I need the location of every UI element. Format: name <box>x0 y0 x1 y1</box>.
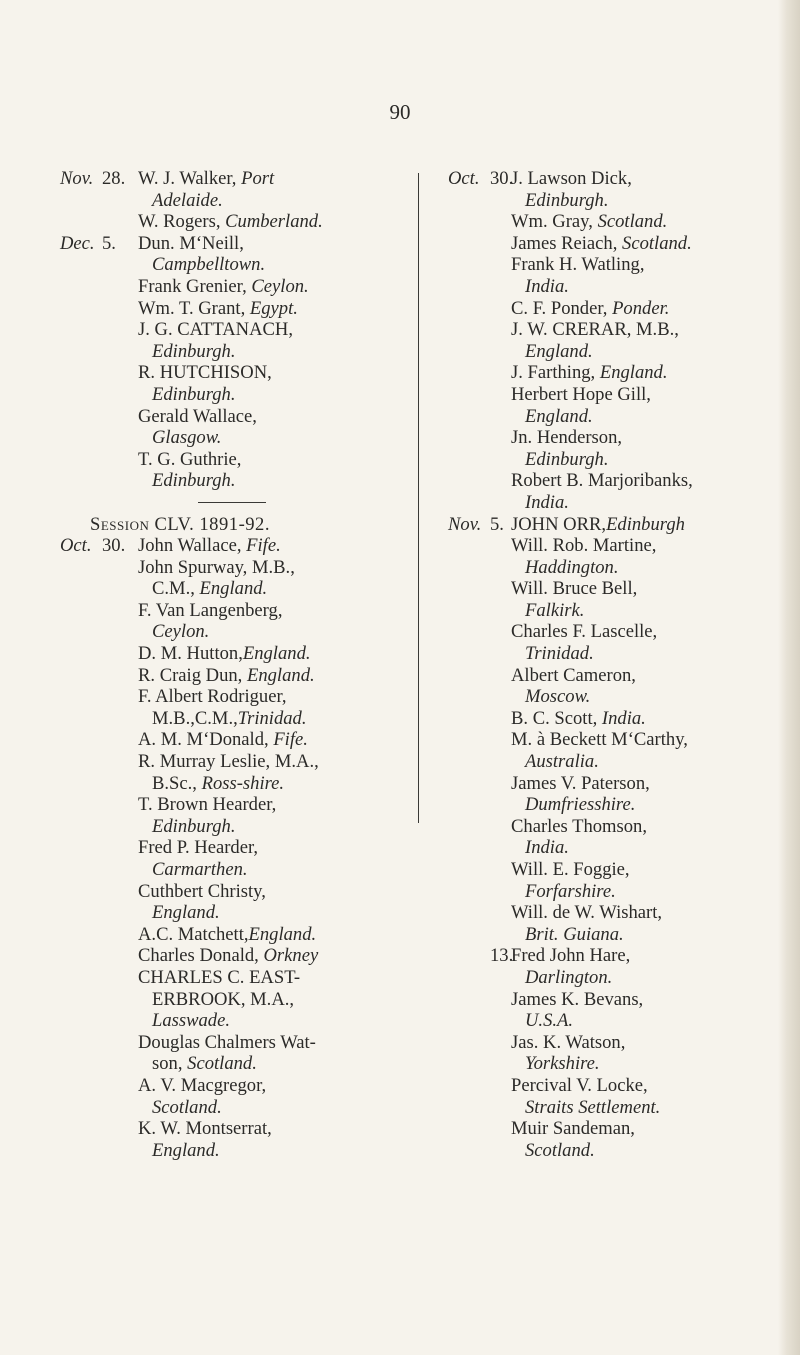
entry-continuation <box>448 276 748 298</box>
entry-name: D. M. Hutton, <box>138 643 243 665</box>
register-entry <box>60 643 360 665</box>
entry-place: England. <box>152 902 220 924</box>
entry-place: Egypt. <box>249 297 298 319</box>
entry-name: Herbert Hope Gill, <box>511 383 651 405</box>
entry-name: Albert Cameron, <box>511 664 636 686</box>
entry-place: England. <box>525 340 593 362</box>
entry-place: Carmarthen. <box>152 859 248 880</box>
rule-line <box>198 502 266 503</box>
entry-name: Wm. Gray, <box>511 211 598 233</box>
entry-place: Ross-shire. <box>201 772 285 794</box>
entry-continuation <box>60 859 360 881</box>
entry-continuation <box>448 794 748 816</box>
entry-continuation <box>60 190 360 212</box>
register-entry <box>448 470 748 492</box>
entry-name: Robert B. Marjoribanks, <box>511 470 693 492</box>
entry-name: W. J. Walker, <box>138 168 242 189</box>
entry-month: Oct. <box>448 168 480 189</box>
entry-place: U.S.A. <box>525 1010 574 1032</box>
register-entry <box>60 945 360 967</box>
entry-name: C. F. Ponder, <box>511 297 613 319</box>
entry-name: Charles Thomson, <box>511 815 648 837</box>
register-entry <box>60 168 360 190</box>
entry-continuation <box>448 881 748 903</box>
register-entry <box>448 1075 748 1097</box>
entry-name: K. W. Montserrat, <box>138 1118 272 1140</box>
entry-name: Dun. M‘Neill, <box>138 232 244 254</box>
entry-name: F. Albert Rodriguer, <box>138 686 287 708</box>
entry-place: Edinburgh. <box>152 470 236 492</box>
entry-place: Lasswade. <box>152 1010 231 1032</box>
entry-name: M. à Beckett M‘Carthy, <box>511 729 688 751</box>
register-entry <box>60 406 360 428</box>
entry-place: Edinburgh. <box>525 448 609 470</box>
entry-place: England. <box>248 923 317 945</box>
entry-continuation <box>60 1053 360 1075</box>
entry-name: Will. Rob. Martine, <box>511 535 657 557</box>
entry-continuation <box>60 1097 360 1119</box>
entry-place: India. <box>525 491 569 513</box>
register-entry <box>448 902 748 924</box>
entry-place: Yorkshire. <box>525 1053 600 1075</box>
entry-place: Forfarshire. <box>525 880 616 902</box>
entry-continuation <box>448 492 748 514</box>
entry-month: Nov. <box>448 513 482 535</box>
entry-name: B.Sc., <box>152 772 202 794</box>
entry-continuation <box>448 1010 748 1032</box>
entry-name: A. M. M‘Donald, <box>138 729 274 751</box>
register-entry <box>60 362 360 384</box>
entry-continuation <box>448 190 748 212</box>
entry-continuation <box>60 384 360 406</box>
entry-place: Fife. <box>273 729 308 751</box>
register-entry <box>448 427 748 449</box>
entry-place: Australia. <box>525 751 599 773</box>
entry-name: Will. E. Foggie, <box>511 859 630 880</box>
entry-place: Adelaide. <box>152 189 223 211</box>
entry-continuation <box>60 427 360 449</box>
entry-place: Port <box>241 168 275 189</box>
entry-month: Nov. <box>60 168 94 189</box>
entry-name: Jas. K. Watson, <box>511 1031 626 1053</box>
entry-name: Gerald Wallace, <box>138 405 257 427</box>
entry-place: Scotland. <box>525 1139 595 1161</box>
register-entry <box>448 665 748 687</box>
entry-name: Frank Grenier, <box>138 275 252 297</box>
entry-name: Jn. Henderson, <box>511 427 623 449</box>
entry-name: R. HUTCHISON, <box>138 362 272 384</box>
entry-day: 5. <box>102 232 116 254</box>
register-entry <box>448 254 748 276</box>
register-entry <box>448 708 748 730</box>
register-entry <box>60 449 360 471</box>
register-entry <box>60 751 360 773</box>
section-rule <box>60 492 360 514</box>
entry-place: England. <box>152 1139 220 1161</box>
entry-place: Ponder. <box>612 297 670 319</box>
entry-day: 5. <box>490 513 504 535</box>
entry-name: J. G. CATTANACH, <box>138 319 294 341</box>
entry-name: J. Farthing, <box>511 362 600 384</box>
entry-place: Edinburgh. <box>152 815 236 837</box>
entry-day: 30. <box>490 168 514 189</box>
entry-place: Orkney <box>263 945 319 967</box>
register-entry <box>448 384 748 406</box>
entry-place: Scotland. <box>597 211 668 233</box>
entry-place: Cumberland. <box>225 211 323 233</box>
register-entry <box>60 881 360 903</box>
entry-place: India. <box>525 837 569 859</box>
entry-continuation <box>60 989 360 1011</box>
entry-name: J. Lawson Dick, <box>511 168 632 189</box>
register-entry <box>448 1032 748 1054</box>
column-divider <box>418 173 419 823</box>
entry-continuation <box>60 621 360 643</box>
entry-place: Edinburgh. <box>152 340 236 362</box>
entry-name: CHARLES C. EAST- <box>138 966 301 988</box>
entry-name: Frank H. Watling, <box>511 254 645 276</box>
entry-place: Haddington. <box>525 556 619 578</box>
register-entry <box>448 773 748 795</box>
register-entry <box>60 1032 360 1054</box>
entry-place: Trinidad. <box>237 707 307 729</box>
entry-continuation <box>448 557 748 579</box>
register-entry <box>448 298 748 320</box>
register-entry <box>448 859 748 881</box>
register-entry <box>60 557 360 579</box>
entry-place: Darlington. <box>525 966 613 988</box>
entry-name: John Wallace, <box>138 535 247 557</box>
register-entry <box>448 1118 748 1140</box>
register-entry <box>60 794 360 816</box>
entry-name: M.B.,C.M., <box>152 707 238 729</box>
register-entry <box>448 621 748 643</box>
entry-continuation <box>448 449 748 471</box>
entry-place: Straits Settlement. <box>525 1096 661 1118</box>
entry-place: Scotland. <box>622 232 692 254</box>
entry-name: James V. Paterson, <box>511 772 650 794</box>
entry-continuation <box>448 1140 748 1162</box>
entry-name: R. Murray Leslie, M.A., <box>138 751 319 773</box>
entry-place: Glasgow. <box>152 427 222 449</box>
entry-day: 30. <box>102 535 126 557</box>
entry-place: England. <box>599 362 668 384</box>
entry-month: Oct. <box>60 535 92 557</box>
entry-name: Will. de W. Wishart, <box>511 902 663 924</box>
entry-place: England. <box>525 405 593 427</box>
page-edge-shadow <box>778 0 800 1355</box>
register-entry <box>60 276 360 298</box>
entry-name: James Reiach, <box>511 232 623 254</box>
entry-name: Cuthbert Christy, <box>138 880 266 902</box>
entry-continuation <box>448 406 748 428</box>
entry-place: Edinburgh <box>606 513 685 535</box>
entry-place: India. <box>601 707 646 729</box>
entry-continuation <box>60 254 360 276</box>
entry-place: Scotland. <box>152 1096 222 1118</box>
entry-place: Moscow. <box>525 686 591 708</box>
entry-name: Will. Bruce Bell, <box>511 578 638 600</box>
entry-continuation <box>448 967 748 989</box>
entry-day: 13. <box>490 945 514 967</box>
entry-place: Brit. Guiana. <box>525 923 624 945</box>
register-entry <box>448 945 748 967</box>
entry-continuation <box>448 686 748 708</box>
entry-name: Charles Donald, <box>138 945 264 967</box>
register-entry <box>60 600 360 622</box>
entry-place: Edinburgh. <box>525 189 609 211</box>
register-entry <box>60 967 360 989</box>
entry-continuation <box>448 600 748 622</box>
entry-name: Charles F. Lascelle, <box>511 621 658 643</box>
entry-name: T. Brown Hearder, <box>138 794 277 816</box>
entry-continuation <box>60 773 360 795</box>
entry-place: England. <box>199 578 268 600</box>
register-entry <box>60 535 360 557</box>
register-entry <box>448 211 748 233</box>
register-entry <box>60 319 360 341</box>
entry-place: Fife. <box>246 535 281 557</box>
register-entry <box>60 298 360 320</box>
entry-continuation <box>448 1053 748 1075</box>
entry-month: Dec. <box>60 232 95 254</box>
entry-place: England. <box>242 643 311 665</box>
entry-continuation <box>448 1097 748 1119</box>
register-entry <box>60 665 360 687</box>
entry-name: Douglas Chalmers Wat- <box>138 1031 316 1053</box>
entry-name: ERBROOK, M.A., <box>152 988 295 1010</box>
register-entry <box>60 729 360 751</box>
register-entry <box>448 362 748 384</box>
register-entry <box>448 319 748 341</box>
register-entry <box>60 233 360 255</box>
register-entry <box>448 578 748 600</box>
entry-place: India. <box>525 275 569 297</box>
entry-name: Fred John Hare, <box>511 945 631 967</box>
entry-place: Ceylon. <box>152 621 210 643</box>
register-entry <box>448 989 748 1011</box>
register-entry <box>60 924 360 946</box>
register-entry <box>448 816 748 838</box>
entry-continuation <box>60 470 360 492</box>
entry-name: son, <box>152 1053 188 1075</box>
entry-name: Muir Sandeman, <box>511 1118 635 1140</box>
entry-name: B. C. Scott, <box>511 707 602 729</box>
register-entry <box>60 211 360 233</box>
entry-name: A.C. Matchett, <box>138 923 249 945</box>
entry-name: John Spurway, M.B., <box>138 556 295 578</box>
entry-continuation <box>60 902 360 924</box>
right-column <box>448 168 748 1161</box>
register-entry <box>448 233 748 255</box>
entry-day: 28. <box>102 168 126 189</box>
entry-continuation <box>60 708 360 730</box>
entry-name: JOHN ORR, <box>511 513 607 535</box>
entry-name: James K. Bevans, <box>511 988 644 1010</box>
register-entry <box>60 1075 360 1097</box>
entry-continuation <box>448 341 748 363</box>
entry-name: R. Craig Dun, <box>138 664 247 686</box>
entry-place: Dumfriesshire. <box>525 794 636 816</box>
entry-continuation <box>60 1140 360 1162</box>
register-entry <box>60 686 360 708</box>
entry-place: Scotland. <box>187 1053 257 1075</box>
entry-name: Percival V. Locke, <box>511 1074 648 1096</box>
entry-name: F. Van Langenberg, <box>138 599 283 621</box>
entry-name: T. G. Guthrie, <box>138 448 242 470</box>
entry-continuation <box>60 1010 360 1032</box>
register-entry <box>448 168 748 190</box>
register-entry <box>448 514 748 536</box>
entry-place: Falkirk. <box>525 599 585 621</box>
register-entry <box>60 1118 360 1140</box>
entry-place: England. <box>246 664 315 686</box>
entry-name: C.M., <box>152 578 200 600</box>
entry-continuation <box>448 837 748 859</box>
entry-continuation <box>448 643 748 665</box>
entry-continuation <box>60 578 360 600</box>
entry-name: W. Rogers, <box>138 211 226 233</box>
entry-name: J. W. CRERAR, M.B., <box>511 319 679 341</box>
entry-place: Campbelltown. <box>152 254 266 276</box>
entry-continuation <box>448 924 748 946</box>
entry-place: Edinburgh. <box>152 383 236 405</box>
session-heading: Session CLV. 1891-92. <box>90 513 270 535</box>
register-entry <box>448 535 748 557</box>
page-number: 90 <box>389 100 411 124</box>
entry-continuation <box>60 816 360 838</box>
entry-continuation <box>60 341 360 363</box>
register-entry <box>448 729 748 751</box>
entry-place: Trinidad. <box>525 643 594 665</box>
entry-place: Ceylon. <box>251 275 309 297</box>
entry-name: Wm. T. Grant, <box>138 297 250 319</box>
register-entry <box>60 837 360 859</box>
entry-name: Fred P. Hearder, <box>138 837 259 859</box>
left-column <box>60 168 360 1161</box>
entry-continuation <box>448 751 748 773</box>
entry-name: A. V. Macgregor, <box>138 1074 267 1096</box>
